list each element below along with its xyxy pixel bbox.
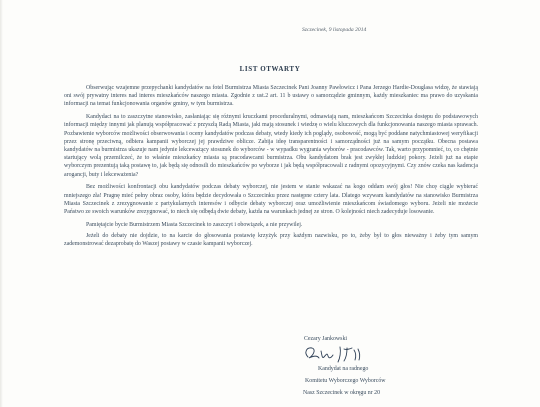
letter-title: LIST OTWARTY bbox=[239, 65, 301, 73]
paragraph-intro: Obserwując wzajemne przepychanki kandydatów na fotel Burmistrza Miasta Szczecinek Pani Joanny Pawłowicz i Pana Jerzego Hardie-Douglasa widzę, że stawiają oni swój prywatny interes nad interes mieszkańców naszego miasta. Zgodnie z ust.2 art. 11 b ustawy o samorządzie gminnym, każdy mieszkaniec ma prawo do uzyskania informacji na temat funkcjonowania organów gminy, w tym burmistrza. bbox=[64, 85, 478, 108]
signer-role: Kandydat na radnego bbox=[318, 366, 369, 372]
paragraph-vote: Jeżeli do debaty nie dojdzie, to na karcie do głosowania postawię krzyżyk przy każdym nazwisku, po to, żeby był to głos nieważny i żeby tym samym zademonstrować dezaprobatę do Waszej postawy w czasie kampanii wyborczej. bbox=[64, 233, 478, 248]
handwritten-signature bbox=[300, 343, 380, 365]
scan-edge bbox=[0, 0, 3, 407]
paragraph-debate: Bez możliwości konfrontacji obu kandydatów podczas debaty wyborczej, nie jestem w stanie wskazać na kogo oddam swój głos! Nie chcę ciągle wybierać mniejszego zła! Pragnę mieć pełny obraz osoby, która będzie decydowała o Szczecinku przez następne cztery lata. Dlatego wzywam kandydatów na stanowisko Burmistrza Miasta Szczecinek z zrezygnowanie z partykularnych interesów i odbycie debaty wyborczej oraz umożliwienie mieszkańcom świadomego wyboru. Jeżeli nie możecie Państwo ze swoich warunków zrezygnować, to niech się odbędą dwie debaty, każda na warunkach jednej ze stron. O kolejności niech zadecyduje losowanie. bbox=[64, 184, 478, 216]
signer-group: Nasz Szczecinek w okręgu nr 20 bbox=[303, 390, 381, 396]
letter-body bbox=[64, 84, 478, 253]
paragraph-remember: Pamiętajcie bycie Burmistrzem Miasta Szczecinek to zaszczyt i obowiązek, a nie przywilej. bbox=[86, 221, 303, 228]
letter-date: Szczecinek, 9 listopada 2014 bbox=[302, 27, 367, 33]
signer-committee: Komitetu Wyborczego Wyborców bbox=[305, 378, 386, 384]
signer-name: Cezary Jankowski bbox=[304, 336, 348, 342]
paragraph-candidates: Kandydaci na to zaszczytne stanowisko, zasłaniając się różnymi kruczkami proceduralnymi, odmawiają nam, mieszkańcom Szczecinka dostępu do podstawowych informacji między innymi jak planują współpracować z przyszłą Radą Miasta, jaki mają stosunek i wiedzę o wielu kluczowych dla funkcjonowania naszego miasta sprawach. Pozbawienie wyborców możliwości obserwowania i oceny kandydatów podczas debaty, wtedy kiedy ich poglądy, osobowość, mogą być poddane natychmiastowej weryfikacji przez stronę przeciwną, odbiera kampanii wyborczej jej prawdziwe oblicze. Zabija ideę transparentności i samorządności już na samym początku. Obecna postawa kandydatów na burmistrza ukazuje nam jedynie lekceważący stosunek do wyborców - w wypadku wygrania wyborów - pracodawców. Tak, warto przypomnieć, to, co chętnie startujący wolą przemilczeć, że to właśnie mieszkańcy miasta są pracodawcami burmistrza. Obu kandydatom brak jest zwykłej ludzkiej pokory. Jeżeli już na etapie wyborczym prezentują taką postawę to, jak będą się odnosili do mieszkańców po wyborze i jak będą współpracowali z radnymi opozycyjnymi. Czy znów czeka nas kadencja arogancji, buty i lekceważenia? bbox=[64, 114, 478, 178]
